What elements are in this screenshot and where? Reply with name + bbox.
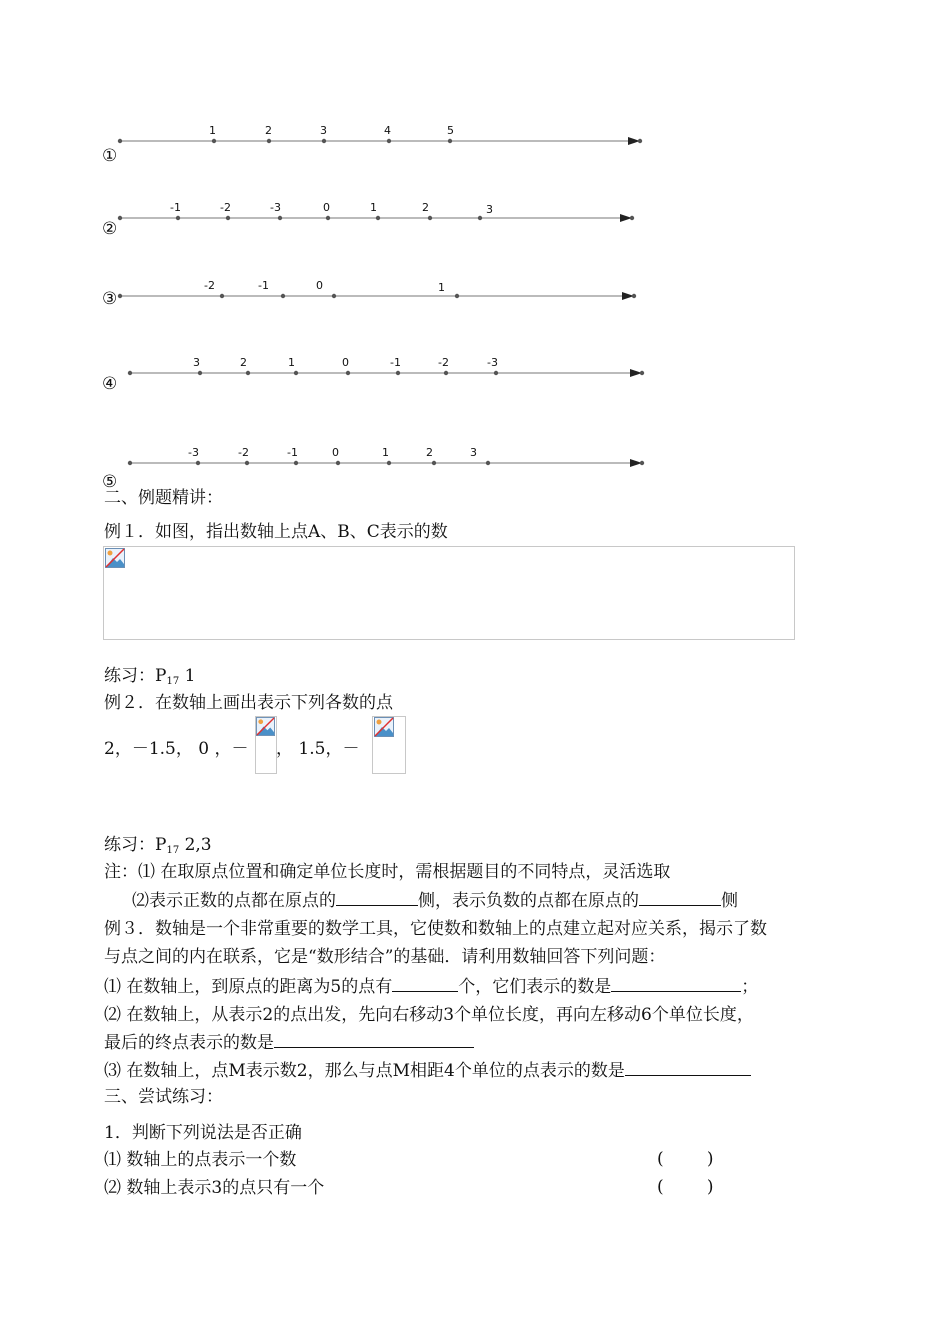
tick-label: -2 bbox=[204, 279, 215, 292]
number-line-1-svg bbox=[100, 120, 660, 160]
number-line-1 bbox=[100, 120, 660, 166]
question-1 bbox=[104, 975, 758, 998]
tick-label: 1 bbox=[382, 446, 389, 459]
answer-parentheses[interactable]: ( ) bbox=[657, 1177, 714, 1197]
tick-label: 4 bbox=[384, 124, 391, 137]
numbers-part-a: 2，－1.5， 0 ，－ bbox=[104, 739, 249, 759]
tick-label: -2 bbox=[220, 201, 231, 214]
tick-label: -1 bbox=[258, 279, 269, 292]
trial-1-heading: 1．判断下列说法是否正确 bbox=[104, 1123, 302, 1143]
practice-page: 17 bbox=[166, 676, 180, 687]
fraction-image-2 bbox=[372, 716, 406, 774]
practice-suffix: 2,3 bbox=[179, 835, 212, 855]
answer-blank[interactable] bbox=[625, 1059, 751, 1076]
number-line-index: ④ bbox=[102, 374, 118, 394]
tick-label: 2 bbox=[265, 124, 272, 137]
tick-label: 0 bbox=[342, 356, 349, 369]
answer-parentheses[interactable]: ( ) bbox=[657, 1149, 714, 1169]
example-2-text: 例２．在数轴上画出表示下列各数的点 bbox=[104, 693, 393, 713]
tick-label: 1 bbox=[288, 356, 295, 369]
tick-label: 3 bbox=[470, 446, 477, 459]
number-line-3 bbox=[100, 275, 660, 315]
answer-blank[interactable] bbox=[611, 975, 741, 992]
broken-image-icon bbox=[256, 717, 275, 736]
fraction-image-1 bbox=[255, 716, 277, 774]
note-2 bbox=[132, 889, 738, 912]
note-1: 注：⑴ 在取原点位置和确定单位长度时，需根据题目的不同特点，灵活选取 bbox=[104, 862, 671, 882]
question-1-part-a: ⑴ 在数轴上，到原点的距离为5的点有 bbox=[104, 977, 393, 997]
number-line-2-svg bbox=[100, 197, 660, 237]
example-3-line-2: 与点之间的内在联系，它是“数形结合”的基础．请利用数轴回答下列问题： bbox=[104, 947, 666, 967]
tick-label: 5 bbox=[447, 124, 454, 137]
note-2-part-b: 侧，表示负数的点都在原点的 bbox=[418, 891, 639, 911]
example-1-text: 例１．如图，指出数轴上点A、B、C表示的数 bbox=[104, 522, 448, 542]
tick-label: 1 bbox=[438, 281, 445, 294]
answer-blank[interactable] bbox=[392, 975, 458, 992]
example-1-figure bbox=[103, 546, 795, 640]
number-line-3-svg bbox=[100, 275, 660, 315]
number-line-5 bbox=[100, 442, 660, 492]
practice-suffix: 1 bbox=[179, 666, 196, 686]
tick-label: 3 bbox=[486, 203, 493, 216]
answer-blank[interactable] bbox=[336, 889, 418, 906]
number-line-index: ⑤ bbox=[102, 472, 118, 492]
trial-1-item-2: ⑵ 数轴上表示3的点只有一个 bbox=[104, 1178, 325, 1198]
broken-image-icon bbox=[374, 717, 394, 737]
practice-1 bbox=[104, 665, 195, 693]
tick-label: -2 bbox=[438, 356, 449, 369]
tick-label: 1 bbox=[209, 124, 216, 137]
practice-prefix: 练习：P bbox=[104, 666, 167, 686]
trial-1-item-1: ⑴ 数轴上的点表示一个数 bbox=[104, 1150, 297, 1170]
practice-prefix: 练习：P bbox=[104, 835, 167, 855]
tick-label: 3 bbox=[320, 124, 327, 137]
question-2-line-2 bbox=[104, 1031, 474, 1054]
question-3 bbox=[104, 1059, 751, 1082]
answer-blank[interactable] bbox=[274, 1031, 474, 1048]
example-2-numbers bbox=[104, 738, 248, 760]
tick-label: 2 bbox=[426, 446, 433, 459]
tick-label: -2 bbox=[238, 446, 249, 459]
tick-label: -3 bbox=[270, 201, 281, 214]
number-line-index: ① bbox=[102, 146, 118, 166]
question-1-part-c: ； bbox=[741, 977, 759, 997]
numbers-part-b: ， 1.5，－ bbox=[276, 739, 360, 759]
number-line-4 bbox=[100, 352, 660, 392]
number-line-2 bbox=[100, 197, 660, 237]
note-2-part-c: 侧 bbox=[721, 891, 738, 911]
question-2-line-1: ⑵ 在数轴上，从表示2的点出发，先向右移动3个单位长度，再向左移动6个单位长度， bbox=[104, 1005, 754, 1025]
tick-label: -3 bbox=[487, 356, 498, 369]
question-3-text: ⑶ 在数轴上，点M表示数2，那么与点M相距4个单位的点表示的数是 bbox=[104, 1061, 625, 1081]
number-line-5-svg bbox=[100, 442, 660, 482]
number-line-4-svg bbox=[100, 352, 660, 392]
tick-label: 1 bbox=[370, 201, 377, 214]
practice-2 bbox=[104, 834, 212, 862]
note-2-part-a: ⑵表示正数的点都在原点的 bbox=[132, 891, 336, 911]
tick-label: 0 bbox=[332, 446, 339, 459]
tick-label: 2 bbox=[240, 356, 247, 369]
answer-blank[interactable] bbox=[639, 889, 721, 906]
section-heading-3: 三、尝试练习： bbox=[104, 1087, 223, 1107]
tick-label: -3 bbox=[188, 446, 199, 459]
example-3-line-1: 例３．数轴是一个非常重要的数学工具，它使数和数轴上的点建立起对应关系，揭示了数 bbox=[104, 919, 767, 939]
tick-label: -1 bbox=[170, 201, 181, 214]
number-line-index: ③ bbox=[102, 289, 118, 309]
tick-label: -1 bbox=[390, 356, 401, 369]
broken-image-icon bbox=[105, 548, 125, 568]
tick-label: 0 bbox=[323, 201, 330, 214]
question-1-part-b: 个，它们表示的数是 bbox=[458, 977, 612, 997]
number-line-index: ② bbox=[102, 219, 118, 239]
tick-label: 0 bbox=[316, 279, 323, 292]
tick-label: 2 bbox=[422, 201, 429, 214]
question-2-text: 最后的终点表示的数是 bbox=[104, 1033, 274, 1053]
tick-label: -1 bbox=[287, 446, 298, 459]
section-heading-2: 二、例题精讲： bbox=[104, 488, 223, 508]
tick-label: 3 bbox=[193, 356, 200, 369]
practice-page: 17 bbox=[166, 845, 180, 856]
